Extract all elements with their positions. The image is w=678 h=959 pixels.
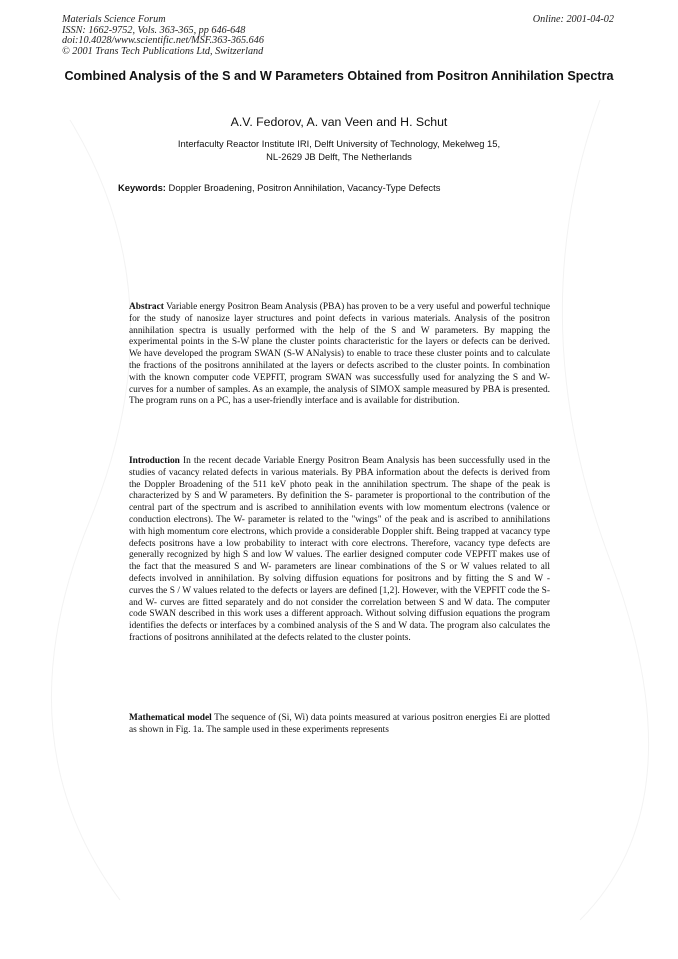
keywords-label: Keywords: [118, 182, 166, 193]
abstract-section [129, 302, 550, 408]
introduction-section [129, 456, 550, 645]
abstract-heading: Abstract [129, 302, 164, 312]
abstract-text: Variable energy Positron Beam Analysis (PBA) has proven to be a very useful and powerful technique for the study of nanosize layer structures and point defects in various materials. Analysis of the positron annihilation spectra is usually performed with the help of the S and W parameters. By mapping the experimental points in the S-W plane the cluster points characteristic for the layers or defects can be derived. We have developed the program SWAN (S-W ANalysis) to enable to trace these cluster points and to calculate the fractions of the positrons annihilated at the layers or defects ascribed to the cluster points. In combination with the known computer code VEPFIT, program SWAN was successfully used for analyzing the S and W- curves for a number of samples. As an example, the analysis of SIMOX sample measured by PBA is presented. The program runs on a PC, has a user-friendly interface and is available for distribution. [129, 302, 550, 407]
publication-meta [62, 15, 264, 57]
affiliation [62, 138, 616, 163]
keywords [118, 182, 618, 194]
keywords-text: Doppler Broadening, Positron Annihilation, Vacancy-Type Defects [168, 182, 441, 193]
model-section [129, 713, 550, 737]
copyright-line: © 2001 Trans Tech Publications Ltd, Switzerland [62, 45, 264, 57]
introduction-heading: Introduction [129, 456, 180, 466]
paper-title: Combined Analysis of the S and W Parameters Obtained from Positron Annihilation Spectra [64, 69, 614, 83]
authors: A.V. Fedorov, A. van Veen and H. Schut [230, 115, 448, 129]
doi-link[interactable]: doi:10.4028/www.scientific.net/MSF.363-365.646 [62, 35, 264, 47]
online-date: Online: 2001-04-02 [532, 14, 614, 25]
introduction-text: In the recent decade Variable Energy Positron Beam Analysis has been successfully used in the studies of vacancy related defects in various materials. By PBA information about the defects is derived from the Doppler Broadening of the 511 keV photo peak in the annihilation spectrum. The shape of the peak is characterized by S and W parameters. By definition the S- parameter is proportional to the contribution of the central part of the spectrum and is ascribed to annihilation events with low momentum electrons (valence or conduction electrons). The W- parameter is related to the "wings" of the peak and is ascribed to annihilations with high momentum core electrons, which provide a considerable Doppler shift. Being trapped at vacancy type defects positrons have a low probability to interact with core electrons. Therefore, vacancy type defects are generally recognized by high S and low W values. The earlier designed computer code VEPFIT makes use of the fact that the measured S and W- parameters are linear combinations of the S or W values related to all defects involved in annihilation. By solving diffusion equations for positrons and by fitting the S and W - curves the S / W values related to the defects or layers are defined [1,2]. However, with the VEPFIT code the S- and W- curves are fitted separately and do not consider the correlation between S and W data. The computer code SWAN described in this work uses a different approach. Without solving diffusion equations the program identifies the defects or interfaces by a combined analysis of the S and W data. The program also calculates the fractions of positrons annihilated at the defects related to the cluster points. [129, 456, 550, 643]
affiliation-line-2: NL-2629 JB Delft, The Netherlands [266, 150, 412, 162]
journal-name: Materials Science Forum [62, 14, 166, 25]
model-text: The sequence of (Si, Wi) data points measured at various positron energies Ei are plotted as shown in Fig. 1a. The sample used in these experiments represents [129, 713, 550, 735]
model-heading: Mathematical model [129, 713, 212, 723]
issn-line: ISSN: 1662-9752, Vols. 363-365, pp 646-648 [62, 24, 246, 36]
affiliation-line-1: Interfaculty Reactor Institute IRI, Delft University of Technology, Mekelweg 15, [177, 138, 501, 149]
